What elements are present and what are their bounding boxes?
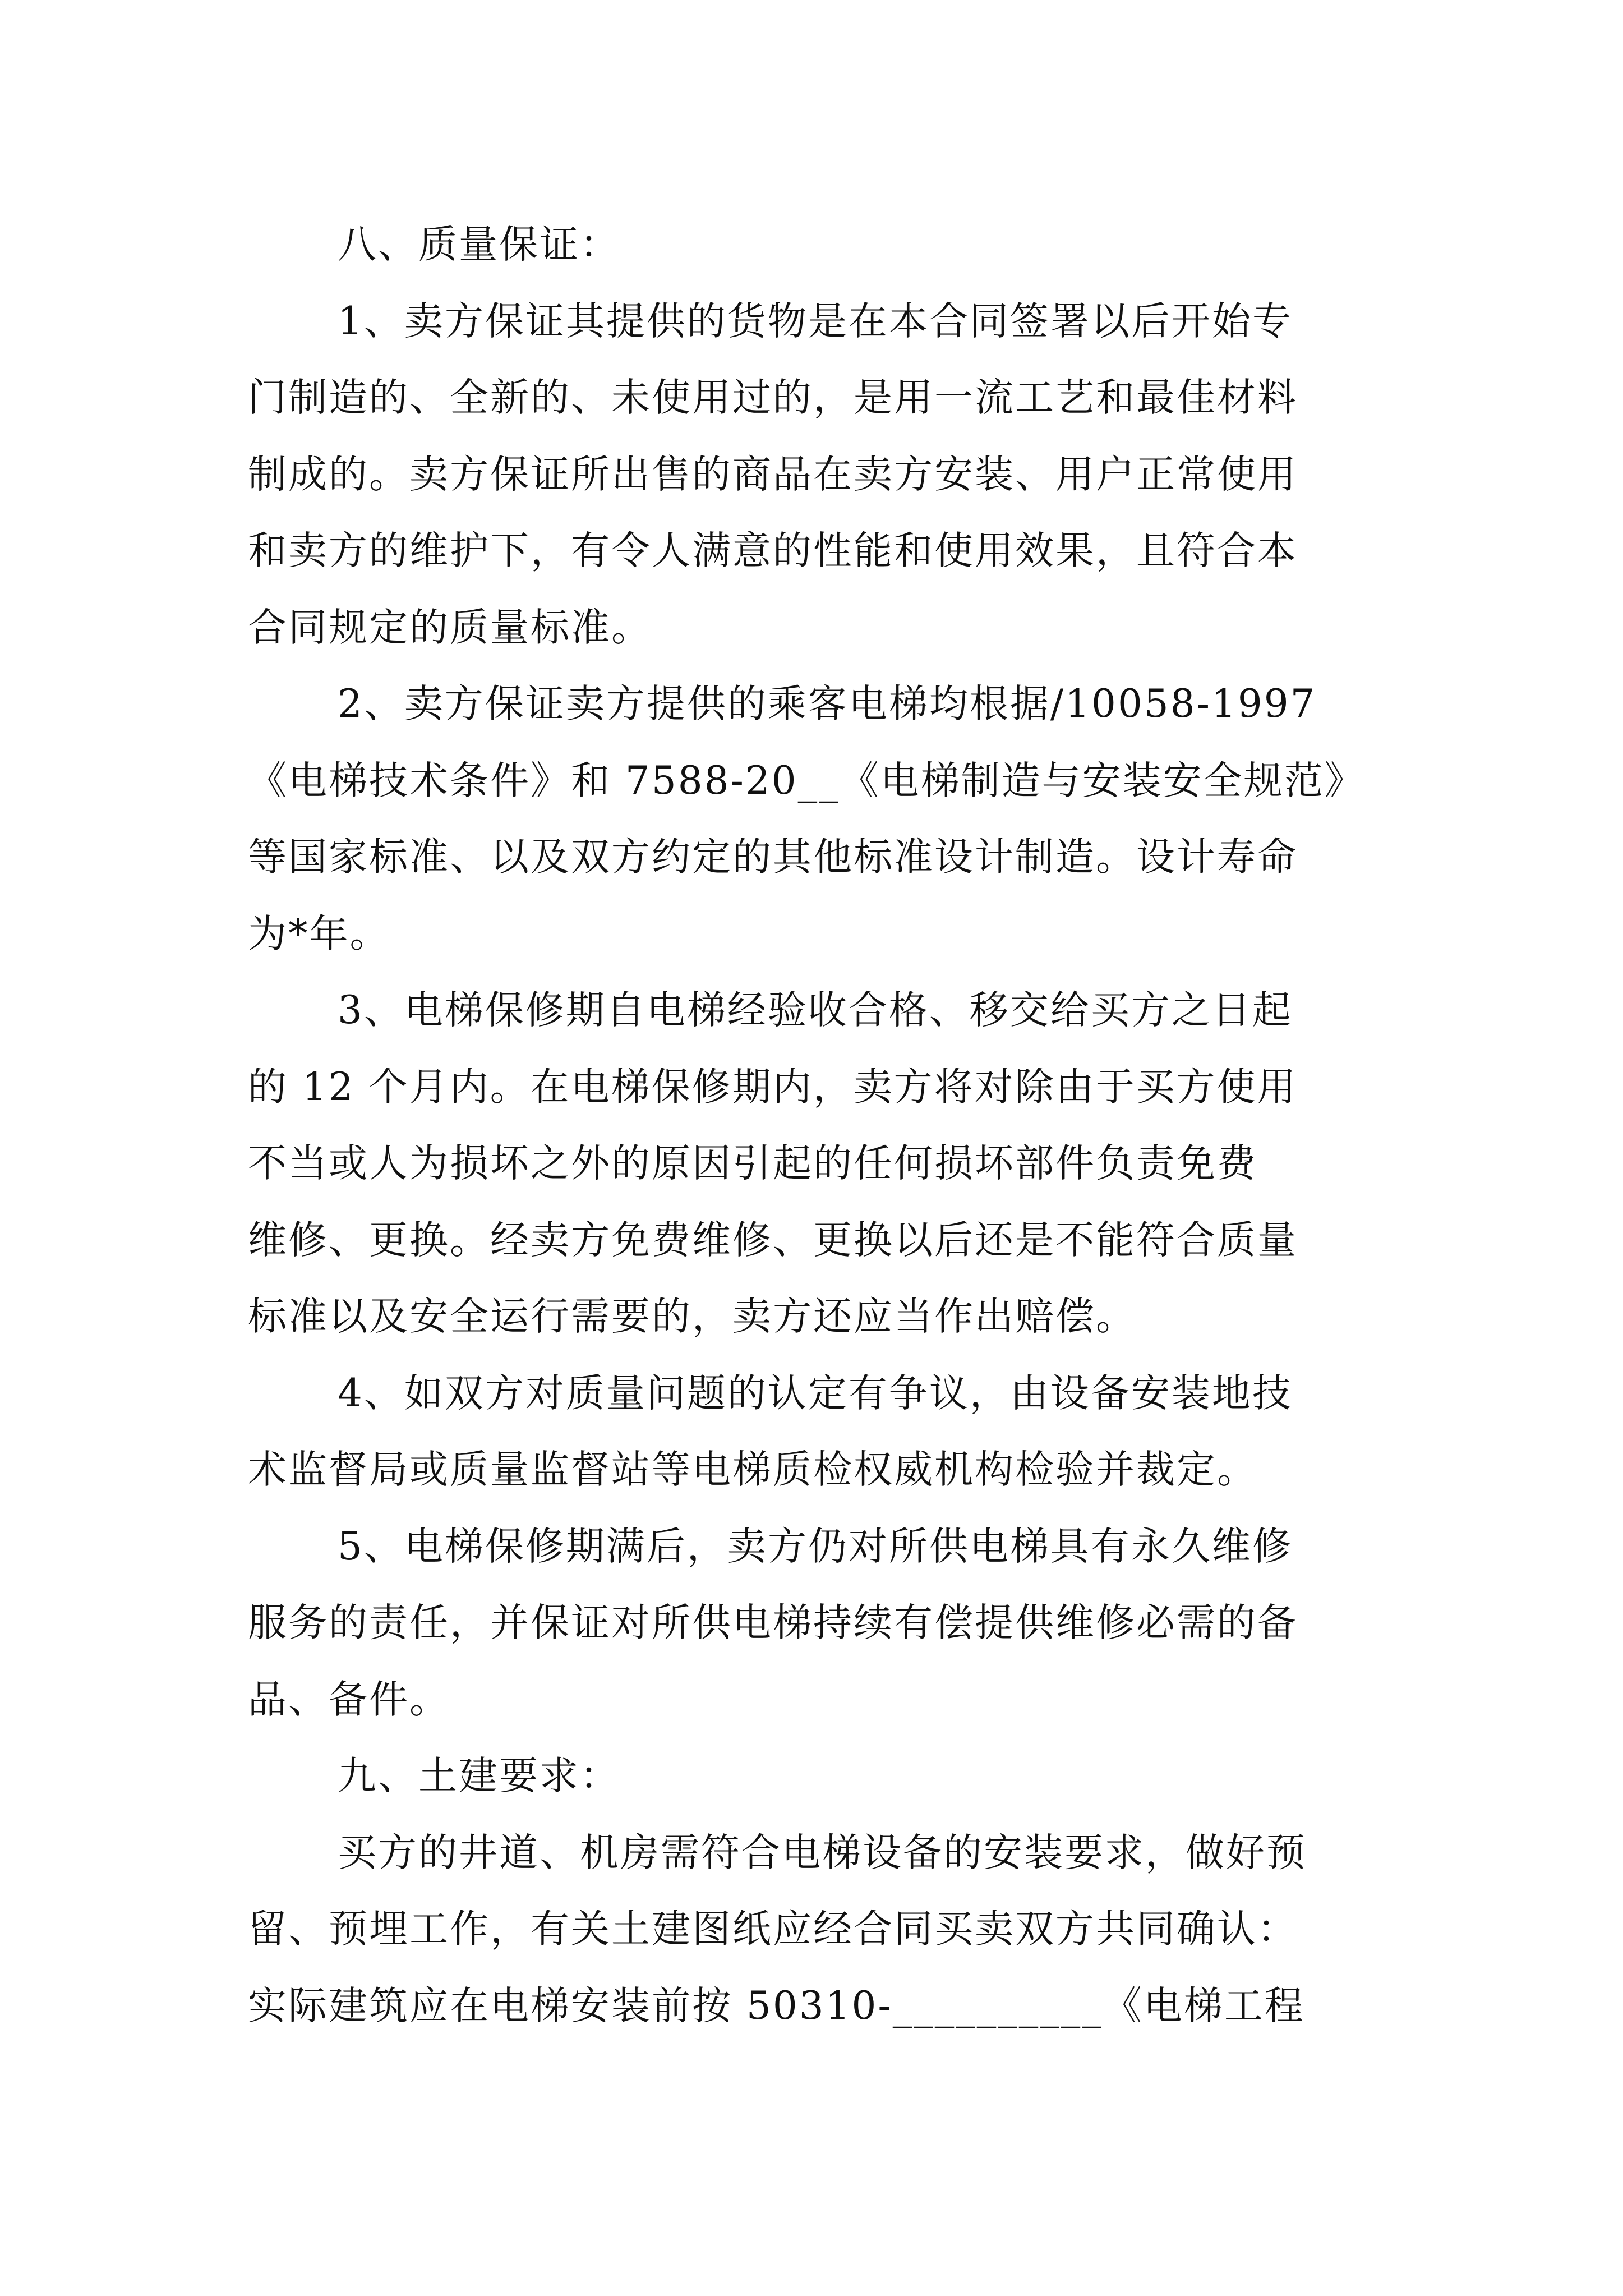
document-body [248, 206, 1386, 2044]
paragraph-line: 1、卖方保证其提供的货物是在本合同签署以后开始专 [338, 298, 1293, 344]
paragraph-line: 和卖方的维护下，有令人满意的性能和使用效果，且符合本 [248, 528, 1298, 573]
paragraph-line: 等国家标准、以及双方约定的其他标准设计制造。设计寿命 [248, 835, 1298, 880]
paragraph-line: 服务的责任，并保证对所供电梯持续有偿提供维修必需的备 [248, 1600, 1298, 1645]
paragraph-line: 品、备件。 [248, 1677, 450, 1722]
paragraph-line: 制成的。卖方保证所出售的商品在卖方安装、用户正常使用 [248, 452, 1298, 497]
paragraph-line: 4、如双方对质量问题的认定有争议，由设备安装地技 [338, 1370, 1293, 1416]
section-heading-quality: 八、质量保证： [338, 222, 620, 267]
paragraph-line: 维修、更换。经卖方免费维修、更换以后还是不能符合质量 [248, 1217, 1298, 1263]
paragraph-line: 为*年。 [248, 911, 390, 956]
paragraph-line: 2、卖方保证卖方提供的乘客电梯均根据/10058-1997 [338, 682, 1317, 726]
paragraph-line: 买方的井道、机房需符合电梯设备的安装要求，做好预 [338, 1830, 1307, 1875]
paragraph-line: 的 12 个月内。在电梯保修期内，卖方将对除由于买方使用 [248, 1064, 1298, 1110]
paragraph-line: 3、电梯保修期自电梯经验收合格、移交给买方之日起 [338, 988, 1293, 1033]
paragraph-line: 标准以及安全运行需要的，卖方还应当作出赔偿。 [248, 1294, 1136, 1339]
paragraph-line: 实际建筑应在电梯安装前按 50310-__________《电梯工程 [248, 1983, 1305, 2028]
paragraph-line: 不当或人为损坏之外的原因引起的任何损坏部件负责免费 [248, 1141, 1257, 1186]
paragraph-line: 5、电梯保修期满后，卖方仍对所供电梯具有永久维修 [338, 1524, 1293, 1569]
paragraph-line: 留、预埋工作，有关土建图纸应经合同买卖双方共同确认： [248, 1907, 1298, 1952]
section-heading-civil: 九、土建要求： [338, 1754, 620, 1798]
paragraph-line: 《电梯技术条件》和 7588-20__《电梯制造与安装安全规范》 [248, 758, 1365, 803]
paragraph-line: 合同规定的质量标准。 [248, 605, 652, 650]
paragraph-line: 门制造的、全新的、未使用过的，是用一流工艺和最佳材料 [248, 375, 1298, 420]
paragraph-line: 术监督局或质量监督站等电梯质检权威机构检验并裁定。 [248, 1447, 1257, 1492]
